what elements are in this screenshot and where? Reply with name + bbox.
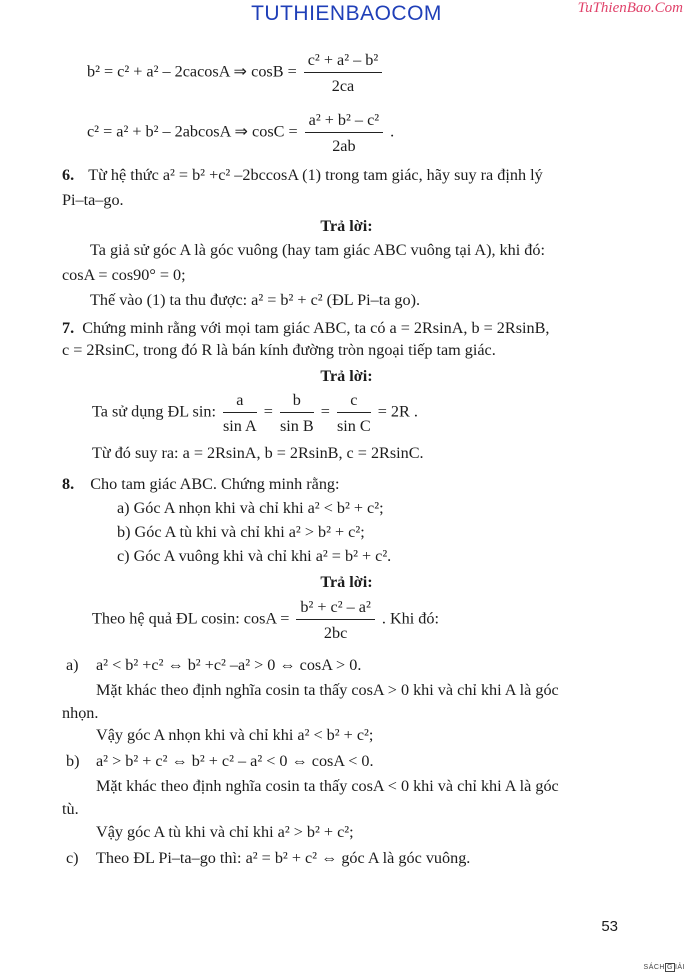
site-header: TUTHIENBAOCOM (251, 2, 442, 25)
footer-left: SÁCH (643, 964, 665, 971)
formula-period: . (390, 122, 395, 141)
fraction-denominator: 2bc (323, 624, 348, 642)
intro-tail: . Khi đó: (381, 609, 439, 628)
formula-cosc (87, 110, 394, 156)
sine-law (92, 390, 418, 436)
fraction-cosb (304, 50, 382, 96)
footer-logo (644, 963, 685, 972)
question-7 (62, 318, 549, 338)
answer-8b-p1: Mặt khác theo định nghĩa cosin ta thấy cosA < 0 khi và chỉ khi A là góc (96, 777, 559, 795)
answer-heading: Trả lời: (320, 573, 373, 591)
fraction-b-sinb (280, 390, 314, 436)
question-text: Cho tam giác ABC. Chứng minh rằng: (90, 475, 340, 493)
question-7-line2: c = 2RsinC, trong đó R là bán kính đường tròn ngoại tiếp tam giác. (62, 341, 496, 359)
answer-8a-p1: Mặt khác theo định nghĩa cosin ta thấy cosA > 0 khi và chỉ khi A là góc (96, 681, 559, 699)
fraction-cosa (296, 597, 374, 643)
question-text: Chứng minh rằng với mọi tam giác ABC, ta có a = 2RsinA, b = 2RsinB, (82, 319, 550, 337)
question-8-c: c) Góc A vuông khi và chỉ khi a² = b² + c². (117, 547, 392, 565)
fraction-cosc (305, 110, 383, 156)
answer-8b-p2: tù. (62, 800, 79, 818)
fraction-numerator: c (337, 390, 371, 413)
fraction-numerator: a² + b² – c² (305, 110, 383, 133)
fraction-numerator: c² + a² – b² (304, 50, 382, 73)
intro-text: Theo hệ quả ĐL cosin: cosA = (92, 609, 290, 628)
answer-8a-p2: nhọn. (62, 704, 99, 722)
fraction-c-sinc (337, 390, 371, 436)
question-number: 6. (62, 166, 75, 184)
brand-watermark: TuThienBao.Com (577, 0, 683, 16)
answer-8b-line: a² > b² + c² ⇔ b² + c² – a² < 0 ⇔ cosA < 0. (96, 752, 374, 770)
answer-8c-label: c) (66, 849, 79, 867)
question-number: 8. (62, 475, 75, 493)
answer-6-line2: cosA = cos90° = 0; (62, 266, 186, 284)
sine-law-tail: = 2R . (377, 402, 418, 421)
equals-sign: = (263, 402, 273, 421)
page-number: 53 (601, 918, 618, 935)
answer-heading: Trả lời: (320, 367, 373, 385)
answer-7-line2: Từ đó suy ra: a = 2RsinA, b = 2RsinB, c = 2RsinC. (92, 444, 424, 462)
fraction-denominator: 2ab (332, 137, 356, 155)
question-8-a: a) Góc A nhọn khi và chỉ khi a² < b² + c²; (117, 499, 384, 517)
question-8 (62, 474, 340, 494)
sine-law-prefix: Ta sử dụng ĐL sin: (92, 402, 216, 421)
answer-6-line1: Ta giả sử góc A là góc vuông (hay tam giác ABC vuông tại A), khi đó: (90, 241, 545, 259)
fraction-numerator: b (280, 390, 314, 413)
footer-right: IẢI (674, 964, 685, 971)
answer-8c-line: Theo ĐL Pi–ta–go thì: a² = b² + c² ⇔ góc A là góc vuông. (96, 849, 471, 867)
answer-6-line3: Thế vào (1) ta thu được: a² = b² + c² (ĐL Pi–ta go). (90, 291, 421, 309)
question-text: Từ hệ thức a² = b² +c² –2bccosA (1) trong tam giác, hãy suy ra định lý (88, 166, 543, 184)
question-6 (62, 165, 543, 185)
fraction-a-sina (223, 390, 257, 436)
fraction-denominator: sin B (279, 417, 314, 435)
fraction-denominator: sin A (223, 417, 257, 435)
fraction-numerator: b² + c² – a² (296, 597, 374, 620)
formula-cosb (87, 50, 385, 96)
answer-8a-conclusion: Vậy góc A nhọn khi và chỉ khi a² < b² + c²; (96, 726, 374, 744)
fraction-denominator: sin C (336, 417, 371, 435)
formula-cosb-lhs: b² = c² + a² – 2cacosA ⇒ cosB = (87, 62, 297, 81)
answer-8a-line: a² < b² +c² ⇔ b² +c² –a² > 0 ⇔ cosA > 0. (96, 656, 362, 674)
question-number: 7. (62, 319, 75, 337)
footer-box: G (666, 964, 673, 971)
fraction-numerator: a (223, 390, 257, 413)
answer-8-intro (92, 597, 439, 643)
fraction-denominator: 2ca (331, 77, 355, 95)
equals-sign: = (320, 402, 330, 421)
answer-8b-conclusion: Vậy góc A tù khi và chỉ khi a² > b² + c²; (96, 823, 354, 841)
question-6-line2: Pi–ta–go. (62, 191, 124, 209)
answer-heading: Trả lời: (320, 217, 373, 235)
formula-cosc-lhs: c² = a² + b² – 2abcosA ⇒ cosC = (87, 122, 298, 141)
question-8-b: b) Góc A tù khi và chỉ khi a² > b² + c²; (117, 523, 365, 541)
answer-8a-label: a) (66, 656, 79, 674)
answer-8b-label: b) (66, 752, 80, 770)
